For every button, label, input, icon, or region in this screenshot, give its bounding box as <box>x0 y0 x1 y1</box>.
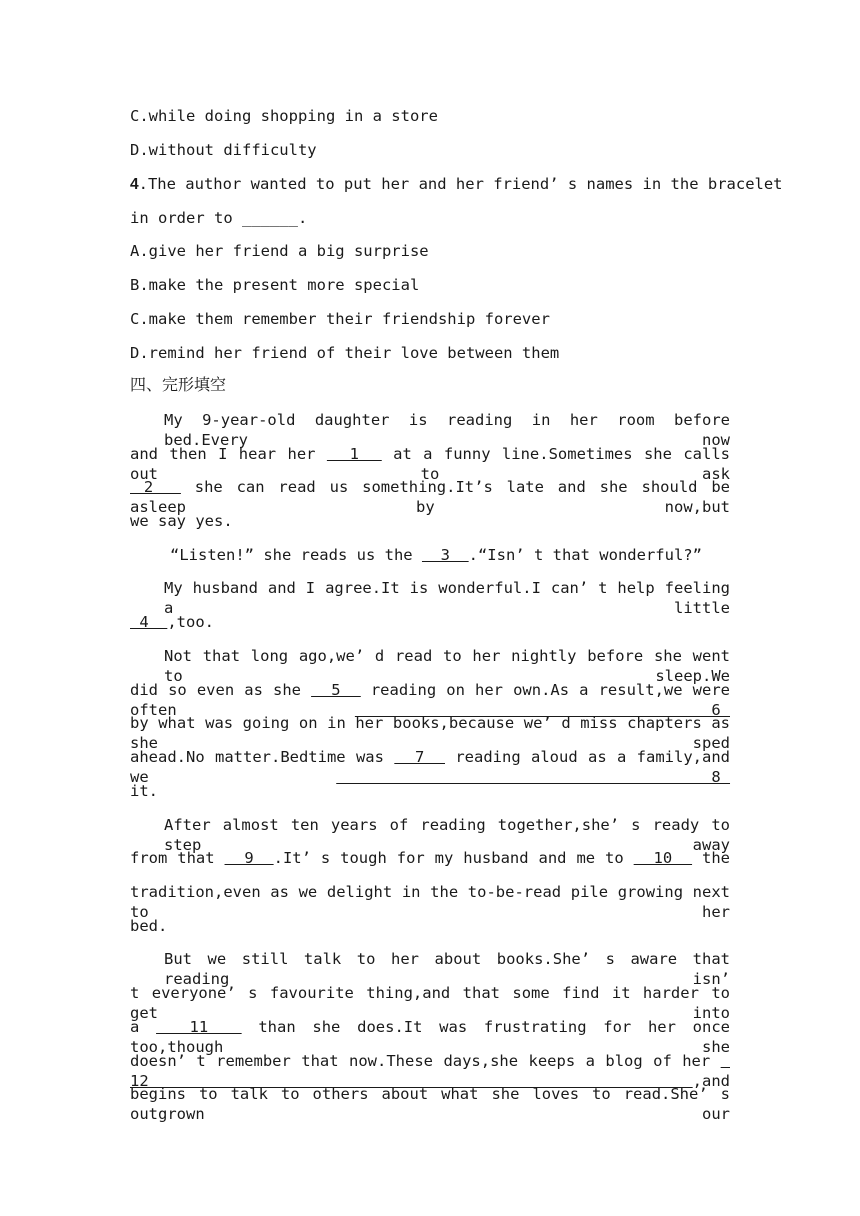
section-heading: 四、完形填空 <box>130 377 227 394</box>
passage-text: ,too. <box>167 613 214 631</box>
passage-line <box>170 545 736 565</box>
passage-text: than she does.It was frustrating for her once too,though she <box>130 1018 731 1056</box>
passage-text: she can read us something.It’s late and she should be asleep by now,but <box>130 478 730 516</box>
passage-text: My 9-year-old daughter is reading in her room before bed.Every now <box>164 411 730 449</box>
option-d-q4: D.remind her friend of their love between them <box>130 344 560 362</box>
answer-blank: 5 <box>311 681 361 699</box>
answer-blank: 8 <box>336 768 731 786</box>
passage-text: “Listen!” she reads us the <box>170 546 422 564</box>
passage-text: did so even as she <box>130 681 312 699</box>
passage-text: t everyone’ s favourite thing,and that some find it harder to get into <box>130 984 730 1022</box>
passage-text: a <box>130 1018 157 1036</box>
option-a-q4: A.give her friend a big surprise <box>130 242 429 260</box>
passage-text: reading on her own.As a result,we were often <box>130 681 730 719</box>
passage-line <box>130 511 730 531</box>
passage-line <box>130 916 730 936</box>
passage-text: and then I hear her <box>130 445 327 463</box>
passage-text: by what was going on in her books,because we’ d miss chapters as she sped <box>130 714 730 752</box>
passage-line <box>130 1084 730 1124</box>
answer-blank: 10 <box>633 849 693 867</box>
answer-blank: 12 <box>130 1052 730 1090</box>
passage-text: But we still talk to her about books.She’ s aware that reading isn’ <box>164 950 730 988</box>
answer-blank: 6 <box>354 701 730 719</box>
passage-text: we say yes. <box>130 512 233 530</box>
passage-text: ,and <box>692 1072 730 1090</box>
passage-text: at a funny line.Sometimes she calls out to ask <box>130 445 730 483</box>
passage-text: After almost ten years of reading together,she’ s ready to step away <box>164 816 730 854</box>
passage-text: tradition,even as we delight in the to-be-read pile growing next to her <box>130 883 730 921</box>
question-4-stem <box>130 174 783 195</box>
answer-blank: 3 <box>421 546 469 564</box>
passage-line <box>130 848 730 868</box>
answer-blank: 1 <box>326 445 382 463</box>
passage-line <box>130 781 730 801</box>
question-4-stem-continued: in order to ______. <box>130 209 308 227</box>
option-c-q4: C.make them remember their friendship forever <box>130 310 550 328</box>
option-b-q4: B.make the present more special <box>130 276 420 294</box>
passage-line <box>130 612 730 632</box>
question-4-stem-text: .The author wanted to put her and her friend’ s names in the bracelet <box>138 175 783 193</box>
answer-blank: 7 <box>394 748 445 766</box>
passage-text: begins to talk to others about what she loves to read.She’ s outgrown our <box>130 1085 730 1123</box>
passage-text: doesn’ t remember that now.These days,she keeps a blog of her <box>130 1052 721 1070</box>
question-number: 4 <box>130 176 139 193</box>
passage-text: My husband and I agree.It is wonderful.I can’ t help feeling a little <box>164 579 730 617</box>
passage-text: ahead.No matter.Bedtime was <box>130 748 395 766</box>
answer-blank: 9 <box>224 849 274 867</box>
passage-text: Not that long ago,we’ d read to her nightly before she went to sleep.We <box>164 647 730 685</box>
passage-text: .It’ s tough for my husband and me to <box>273 849 634 867</box>
option-c-q3: C.while doing shopping in a store <box>130 107 438 125</box>
answer-blank: 2 <box>130 478 181 496</box>
passage-text: bed. <box>130 917 168 935</box>
passage-text: .“Isn’ t that wonderful?” <box>468 546 702 564</box>
passage-text: it. <box>130 782 158 800</box>
passage-text: reading aloud as a family,and we <box>130 748 730 786</box>
answer-blank: 11 <box>156 1018 242 1036</box>
passage-text: the <box>692 849 730 867</box>
passage-text: from that <box>130 849 225 867</box>
answer-blank: 4 <box>130 613 168 631</box>
option-d-q3: D.without difficulty <box>130 141 317 159</box>
